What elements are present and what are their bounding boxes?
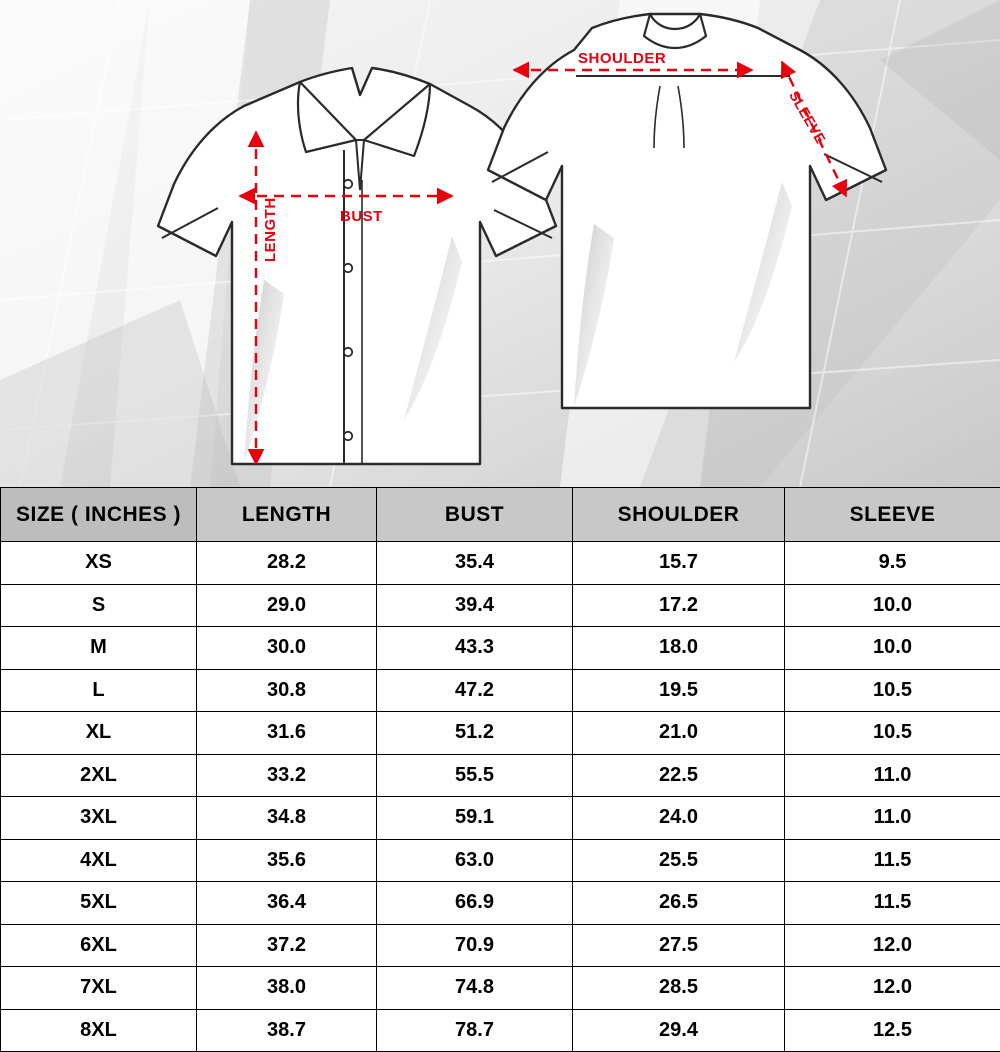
cell-measurement: 33.2 [197, 754, 377, 797]
cell-measurement: 11.0 [785, 754, 1000, 797]
cell-measurement: 29.0 [197, 584, 377, 627]
cell-measurement: 12.5 [785, 1009, 1000, 1052]
table-row [1, 797, 1000, 840]
bust-label: BUST [340, 208, 383, 225]
cell-measurement: 27.5 [573, 924, 785, 967]
shoulder-label: SHOULDER [578, 50, 666, 67]
cell-measurement: 24.0 [573, 797, 785, 840]
cell-measurement: 15.7 [573, 542, 785, 585]
cell-measurement: 28.5 [573, 967, 785, 1010]
cell-size: 5XL [1, 882, 197, 925]
cell-measurement: 78.7 [377, 1009, 573, 1052]
sleeve-label: SLEEVE [786, 88, 829, 146]
cell-measurement: 34.8 [197, 797, 377, 840]
length-label: LENGTH [262, 197, 279, 262]
cell-size: 6XL [1, 924, 197, 967]
cell-measurement: 31.6 [197, 712, 377, 755]
cell-measurement: 22.5 [573, 754, 785, 797]
cell-size: XL [1, 712, 197, 755]
cell-size: 4XL [1, 839, 197, 882]
cell-measurement: 36.4 [197, 882, 377, 925]
cell-measurement: 30.0 [197, 627, 377, 670]
size-chart-table [0, 487, 1000, 1052]
shirt-front-view [158, 68, 556, 464]
table-row [1, 967, 1000, 1010]
cell-measurement: 47.2 [377, 669, 573, 712]
table-row [1, 1009, 1000, 1052]
column-header-sleeve: SLEEVE [785, 488, 1000, 542]
table-row [1, 627, 1000, 670]
cell-measurement: 25.5 [573, 839, 785, 882]
garment-illustration [0, 0, 1000, 487]
cell-measurement: 38.0 [197, 967, 377, 1010]
cell-measurement: 17.2 [573, 584, 785, 627]
cell-measurement: 35.6 [197, 839, 377, 882]
cell-measurement: 10.0 [785, 584, 1000, 627]
cell-measurement: 39.4 [377, 584, 573, 627]
cell-measurement: 12.0 [785, 967, 1000, 1010]
shirt-diagrams [0, 0, 1000, 487]
table-body [1, 542, 1000, 1052]
cell-size: S [1, 584, 197, 627]
cell-size: 2XL [1, 754, 197, 797]
cell-measurement: 10.5 [785, 712, 1000, 755]
column-header-shoulder: SHOULDER [573, 488, 785, 542]
cell-size: XS [1, 542, 197, 585]
table-row [1, 584, 1000, 627]
cell-measurement: 43.3 [377, 627, 573, 670]
cell-measurement: 19.5 [573, 669, 785, 712]
cell-measurement: 63.0 [377, 839, 573, 882]
cell-size: 7XL [1, 967, 197, 1010]
column-header-length: LENGTH [197, 488, 377, 542]
cell-measurement: 74.8 [377, 967, 573, 1010]
cell-measurement: 9.5 [785, 542, 1000, 585]
cell-measurement: 18.0 [573, 627, 785, 670]
table-row [1, 754, 1000, 797]
cell-measurement: 35.4 [377, 542, 573, 585]
cell-measurement: 37.2 [197, 924, 377, 967]
cell-measurement: 55.5 [377, 754, 573, 797]
cell-measurement: 10.5 [785, 669, 1000, 712]
cell-measurement: 26.5 [573, 882, 785, 925]
table-row [1, 882, 1000, 925]
cell-size: L [1, 669, 197, 712]
table-row [1, 839, 1000, 882]
table-header [1, 488, 1000, 542]
table-row [1, 542, 1000, 585]
table-row [1, 924, 1000, 967]
column-header-bust: BUST [377, 488, 573, 542]
table-row [1, 669, 1000, 712]
cell-measurement: 59.1 [377, 797, 573, 840]
cell-measurement: 10.0 [785, 627, 1000, 670]
cell-measurement: 66.9 [377, 882, 573, 925]
cell-measurement: 11.5 [785, 882, 1000, 925]
cell-size: 3XL [1, 797, 197, 840]
cell-measurement: 30.8 [197, 669, 377, 712]
table-header-row [1, 488, 1000, 542]
cell-measurement: 38.7 [197, 1009, 377, 1052]
cell-measurement: 11.0 [785, 797, 1000, 840]
cell-measurement: 29.4 [573, 1009, 785, 1052]
cell-measurement: 70.9 [377, 924, 573, 967]
cell-measurement: 11.5 [785, 839, 1000, 882]
cell-size: 8XL [1, 1009, 197, 1052]
cell-measurement: 28.2 [197, 542, 377, 585]
cell-measurement: 51.2 [377, 712, 573, 755]
column-header-size: SIZE ( INCHES ) [1, 488, 197, 542]
cell-measurement: 21.0 [573, 712, 785, 755]
cell-size: M [1, 627, 197, 670]
cell-measurement: 12.0 [785, 924, 1000, 967]
table-row [1, 712, 1000, 755]
